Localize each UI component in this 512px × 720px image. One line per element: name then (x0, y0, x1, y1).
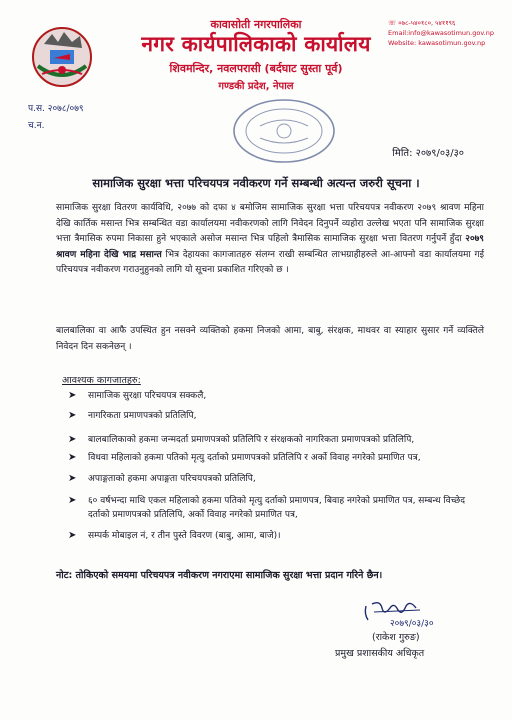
body-paragraph-1-text-b: भित्र देहायका कागजातहरु संलग्न राखी सम्बन्धित लाभग्राहीहरुले आ-आफ्नो वडा कार्यालयमा गई परिचयपत्र नवीकरण गराउनुहुनको लागि यो सूचना प्रकाशित गरिएको छ । (56, 249, 484, 275)
signature-date: २०७९/०३/३० (390, 619, 434, 629)
notice-date: मिति: २०७९/०३/३० (392, 148, 464, 159)
arrow-bullet-icon: ➤ (68, 390, 77, 401)
signatory-name: (राकेश गुरुङ) (372, 632, 420, 643)
arrow-bullet-icon: ➤ (68, 473, 77, 484)
body-paragraph-2: बालबालिका वा आफै उपस्थित हुन नसक्ने व्यक्तिको हकमा निजको आमा, बाबु, संरक्षक, माथवर वा स्याहार सुसार गर्ने व्यक्तिले निवेदन दिन सकनेछन् । (56, 326, 484, 352)
notice-subject: सामाजिक सुरक्षा भत्ता परिचयपत्र नवीकरण गर्ने सम्बन्धी अत्यन्त जरुरी सूचना । (92, 176, 420, 190)
office-title: नगर कार्यपालिकाको कार्यालय (141, 32, 371, 56)
contact-block (388, 18, 494, 48)
requirement-text: विधवा महिलाको हकमा पतिको मृत्यु दर्ताको प्रमाणपत्रको प्रतिलिपि र अर्को विवाह नगरेको प्रमाणित पत्र, (88, 453, 421, 463)
arrow-bullet-icon: ➤ (68, 410, 77, 421)
arrow-bullet-icon: ➤ (68, 495, 77, 506)
signature-scrawl-icon (360, 596, 452, 630)
list-item (68, 433, 484, 447)
ps-reference: प.स. २०७८/०७९ (28, 104, 84, 114)
office-stamp-icon (230, 96, 338, 166)
province-line: गण्डकी प्रदेश, नेपाल (218, 81, 294, 92)
body-paragraph-1 (56, 201, 484, 279)
list-item (68, 472, 484, 486)
requirements-heading: आवश्यक कागजातहरु: (62, 375, 141, 386)
phone-number: ☏ ०७८-५४०१८०, ५४११९६ (388, 19, 456, 27)
chn-reference: च.न. (28, 121, 45, 131)
deadline-highlight: २०७९ श्रावण महिना देखि भाद्र मसान्त (56, 234, 484, 260)
municipality-name: कावासोती नगरपालिका (210, 18, 302, 31)
requirement-text: नागरिकता प्रमाणपत्रको प्रतिलिपि, (88, 411, 197, 421)
list-item (68, 529, 484, 543)
requirement-text: ६० वर्षभन्दा माथि एकल महिलाको हकमा पतिको मृत्यु दर्ताको प्रमाणपत्र, बिवाह नगरेको प्रमाणित पत्र, सम्बन्ध विच्छेद दर्ताको प्रमाणपत्रको प्रतिलिपि, अर्को विवाह नगरेको प्रमाणित पत्र, (88, 496, 466, 520)
email-address: Email:info@kawasotimun.gov.np (388, 29, 494, 37)
office-location: शिवमन्दिर, नवलपरासी (बर्दघाट सुस्ता पूर्व) (169, 62, 343, 75)
requirement-text: सम्पर्क मोबाइल नं, र तीन पुस्ते विवरण (बाबु, आमा, बाजे)। (88, 531, 281, 541)
arrow-bullet-icon: ➤ (68, 530, 77, 541)
arrow-bullet-icon: ➤ (68, 452, 77, 463)
signatory-title: प्रमुख प्रशासकीय अधिकृत (335, 648, 425, 659)
list-item (68, 494, 484, 522)
arrow-bullet-icon: ➤ (68, 434, 77, 445)
list-item (68, 409, 484, 423)
requirement-text: अपाङ्गताको हकमा अपाङ्गता परिचयपत्रको प्रतिलिपि, (88, 474, 256, 484)
requirement-text: सामाजिक सुरक्षा परिचयपत्र सक्कलै, (88, 391, 207, 401)
website-address: Website: kawasotimun.gov.np (388, 39, 486, 47)
body-paragraph-1-text-a: सामाजिक सुरक्षा वितरण कार्यविधि, २०७७ को दफा ४ बमोजिम सामाजिक सुरक्षा भत्ता परिचयपत्र नवीकरण २०७९ श्रावण महिना देखि कार्तिक मसान्त भित्र सम्बन्धित वडा कार्यालयमा नवीकरणको लागि निवेदन दिनुपर्ने व्यहोरा उल्लेख भएता पनि सामाजिक सुरक्षा भत्ता त्रैमासिक रुपमा निकासा हुने भएकाले असोज मसान्त भित्र पहिलो त्रैमासिक सामाजिक सुरक्षा भत्ता वितरण गर्नुपर्ने हुँदा (56, 203, 484, 244)
list-item (68, 451, 484, 465)
requirements-list (68, 389, 484, 543)
requirement-text: बालबालिकाको हकमा जन्मदर्ता प्रमाणपत्रको प्रतिलिपि र संरक्षकको नागरिकता प्रमाणपत्रको प्रतिलिपि, (88, 435, 415, 445)
list-item (68, 389, 484, 403)
notice-note: नोट: तोकिएको समयमा परिचयपत्र नवीकरण नगराएमा सामाजिक सुरक्षा भत्ता प्रदान गरिने छैन। (56, 570, 383, 581)
